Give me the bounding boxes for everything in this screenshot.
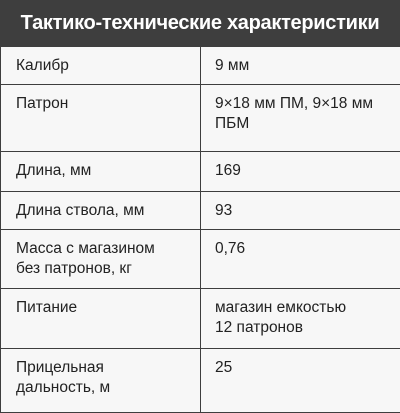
param-name: Прицельная дальность, м [1, 349, 201, 413]
table-row [1, 289, 400, 349]
param-value: магазин емкостью 12 патронов [201, 289, 400, 349]
table-row [1, 47, 400, 85]
param-value: 25 [201, 349, 400, 413]
spec-table-title: Тактико-технические характеристики [0, 0, 400, 46]
spec-table [0, 46, 400, 413]
table-row [1, 85, 400, 152]
param-name: Масса с магазином без патронов, кг [1, 230, 201, 289]
param-name: Длина ствола, мм [1, 192, 201, 230]
param-name: Калибр [1, 47, 201, 85]
table-row [1, 230, 400, 289]
param-value: 93 [201, 192, 400, 230]
table-row [1, 192, 400, 230]
param-name: Питание [1, 289, 201, 349]
param-value: 9×18 мм ПМ, 9×18 мм ПБМ [201, 85, 400, 152]
param-value: 0,76 [201, 230, 400, 289]
param-value: 169 [201, 152, 400, 192]
param-name: Длина, мм [1, 152, 201, 192]
param-name: Патрон [1, 85, 201, 152]
param-value: 9 мм [201, 47, 400, 85]
table-row [1, 349, 400, 413]
table-row [1, 152, 400, 192]
